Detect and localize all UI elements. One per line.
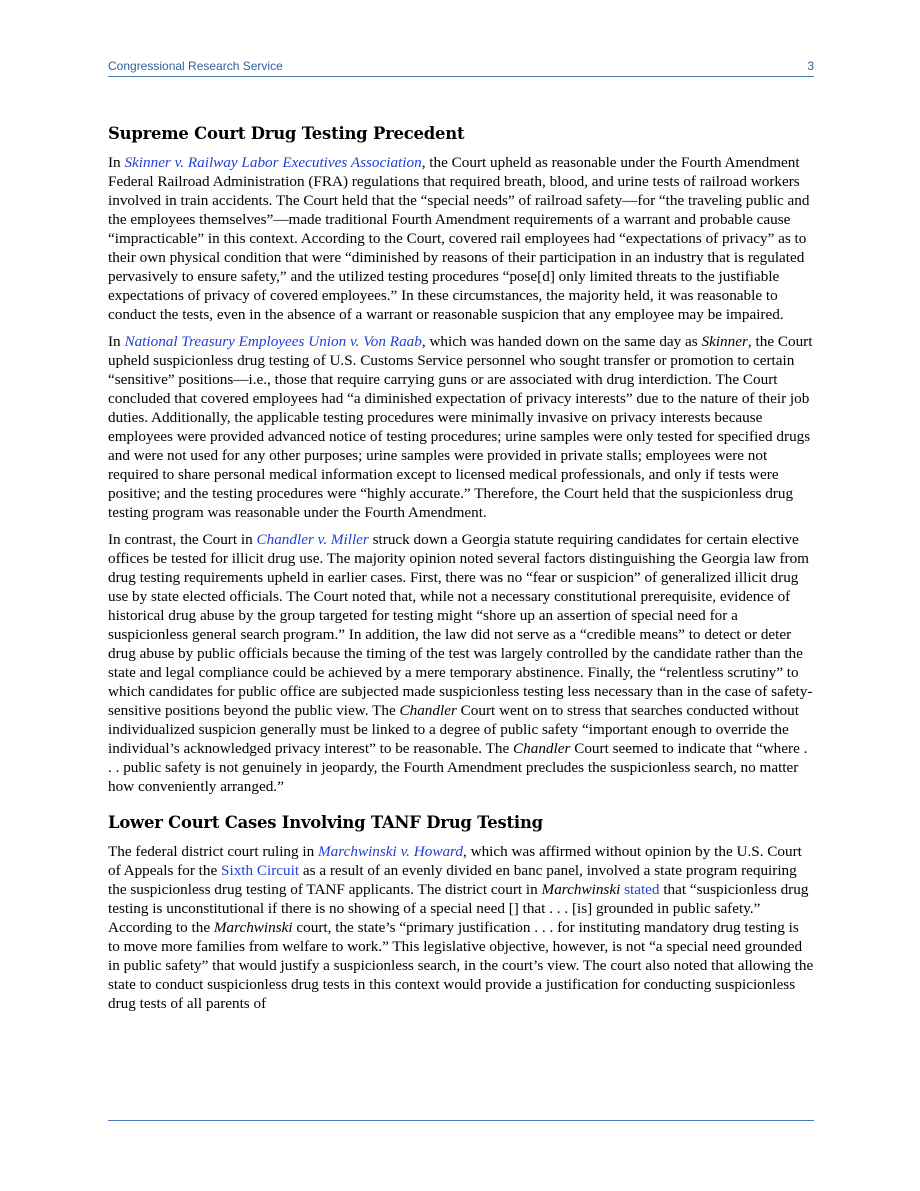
publisher-name: Congressional Research Service — [108, 59, 283, 73]
case-link-marchwinski[interactable]: Marchwinski v. Howard — [318, 843, 464, 860]
case-link-skinner[interactable]: Skinner v. Railway Labor Executives Association — [124, 154, 422, 171]
text-run: , the Court upheld suspicionless drug testing of U.S. Customs Service personnel who sought transfer or promotion to certain “sensitive” positions—i.e., those that require carrying guns or are associated with drug interdiction. The Court concluded that covered employees had “a diminished expectation of privacy interests” due to the nature of their job duties. Additionally, the applicable testing procedures were minimally invasive on privacy interests because employees were provided advanced notice of testing procedures; urine samples were only tested for specified drugs and were not used for any other purposes; urine samples were provided in private stalls; employees were not required to share personal medical information except to licensed medical professionals, and only if tests were positive; and the testing procedures were “highly accurate.” Therefore, the Court held that the suspicionless drug testing program was reasonable under the Fourth Amendment. — [108, 333, 813, 521]
text-run: In — [108, 154, 125, 171]
text-run: Court went on to stress that searches conducted without individualized suspicion generally must be linked to a degree of public safety “important enough to override the individual’s acknowledged privacy interest” to be reasonable. The — [108, 702, 799, 757]
text-run: that “suspicionless drug testing is unconstitutional if there is no showing of a special need [] that . . . [is] grounded in public safety.” According to the — [108, 881, 809, 936]
case-name-skinner: Skinner — [701, 333, 748, 350]
case-name-chandler: Chandler — [399, 702, 457, 719]
section-heading-supreme-court: Supreme Court Drug Testing Precedent — [108, 124, 465, 143]
case-name-marchwinski: Marchwinski — [541, 881, 621, 898]
document-body — [108, 124, 814, 1021]
link-sixth-circuit[interactable]: Sixth Circuit — [221, 862, 300, 879]
footer-divider — [108, 1120, 814, 1121]
paragraph-von-raab — [108, 332, 814, 522]
case-link-von-raab[interactable]: National Treasury Employees Union v. Von Raab — [124, 333, 422, 350]
text-run: Court seemed to indicate that “where . . . public safety is not genuinely in jeopardy, the Fourth Amendment precludes the suspicionless search, no matter how conveniently arranged.” — [108, 740, 808, 795]
case-name-marchwinski: Marchwinski — [213, 919, 293, 936]
text-run: , which was handed down on the same day as — [421, 333, 702, 350]
text-run: struck down a Georgia statute requiring candidates for certain elective offices be tested for illicit drug use. The majority opinion noted several factors distinguishing the Georgia law from drug testing requirements upheld in earlier cases. First, there was no “fear or suspicion” of generalized illicit drug use by state elected officials. The Court noted that, while not a necessary constitutional prerequisite, evidence of historical drug abuse by the group targeted for testing might “shore up an assertion of special need for a suspicionless general search program.” In addition, the law did not serve as a “credible means” to detect or deter drug abuse by public officials because the timing of the test was largely controlled by the candidate rather than the state and legal compliance could be achieved by a mere temporary abstinence. Finally, the “relentless scrutiny” to which candidates for public office are subjected made suspicionless testing less necessary than in the case of safety-sensitive positions beyond the public view. The — [108, 531, 813, 719]
text-run: In contrast, the Court in — [108, 531, 257, 548]
text-run: In — [108, 333, 125, 350]
text-run: court, the state’s “primary justification . . . for instituting mandatory drug testing is to move more families from welfare to work.” This legislative objective, however, is not “a special need grounded in public safety” that would justify a suspicionless search, in the court’s view. The court also noted that allowing the state to conduct suspicionless drug tests in this context would provide a justification for conducting suspicionless drug tests of all parents of — [108, 919, 814, 1012]
text-run: The federal district court ruling in — [108, 843, 319, 860]
link-stated[interactable]: stated — [624, 881, 660, 898]
paragraph-skinner — [108, 153, 814, 324]
text-run: , which was affirmed without opinion by the U.S. Court of Appeals for the — [108, 843, 802, 879]
case-link-chandler[interactable]: Chandler v. Miller — [256, 531, 369, 548]
page-number: 3 — [807, 59, 814, 73]
page-header — [108, 58, 814, 77]
section-heading-lower-court: Lower Court Cases Involving TANF Drug Testing — [108, 813, 543, 832]
case-name-chandler: Chandler — [513, 740, 571, 757]
text-run: as a result of an evenly divided en banc panel, involved a state program requiring the suspicionless drug testing of TANF applicants. The district court in — [108, 862, 797, 898]
paragraph-marchwinski — [108, 842, 814, 1013]
text-run: , the Court upheld as reasonable under the Fourth Amendment Federal Railroad Administration (FRA) regulations that required breath, blood, and urine tests of railroad workers involved in train accidents. The Court held that the “special needs” of railroad safety—for “the traveling public and the employees themselves”—made traditional Fourth Amendment requirements of a warrant and probable cause “impracticable” in this context. According to the Court, covered rail employees had “expectations of privacy” as to their own physical condition that were “diminished by reasons of their participation in an industry that is regulated pervasively to ensure safety,” and the utilized testing procedures “pose[d] only limited threats to the justifiable expectations of privacy of covered employees.” In these circumstances, the majority held, it was reasonable to conduct the tests, even in the absence of a warrant or reasonable suspicion that any employee may be impaired. — [108, 154, 810, 323]
paragraph-chandler — [108, 530, 814, 796]
